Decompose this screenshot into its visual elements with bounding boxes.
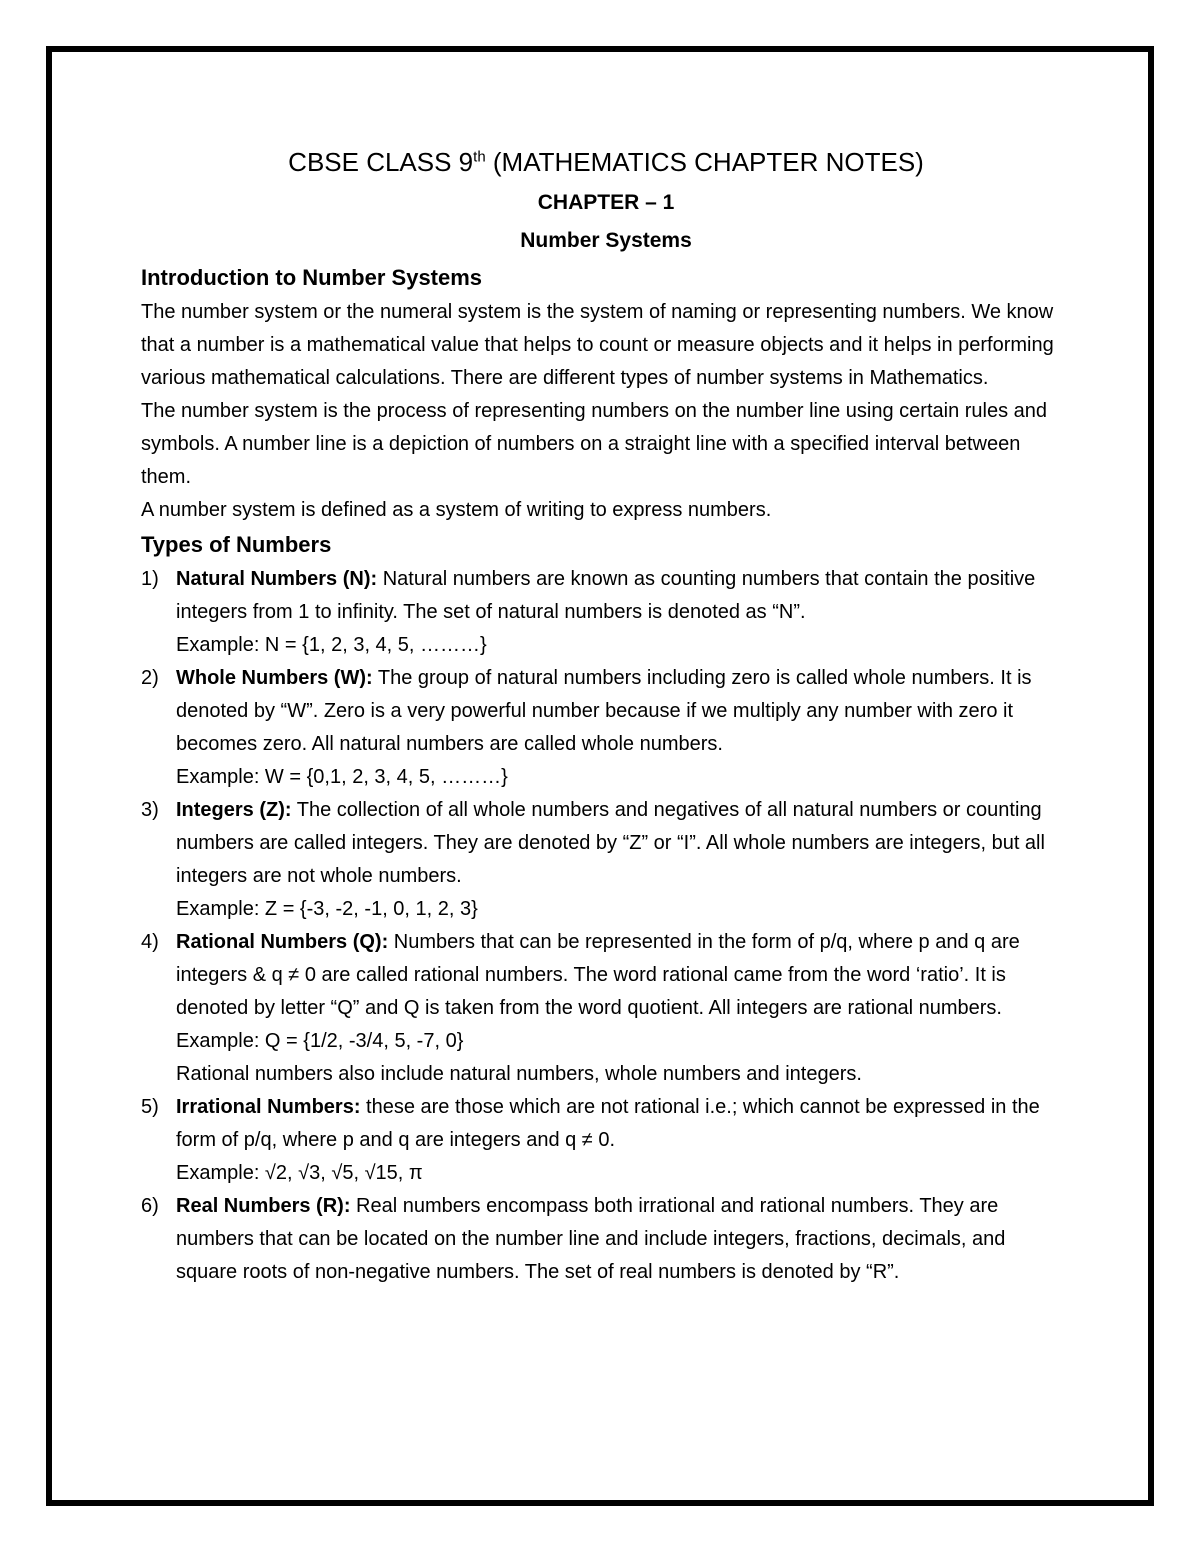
item-term: Integers (Z): xyxy=(176,799,292,821)
item-term: Real Numbers (R): xyxy=(176,1195,351,1217)
item-number: 4) xyxy=(141,931,159,953)
item-number: 2) xyxy=(141,667,159,689)
list-item xyxy=(141,662,1071,794)
chapter-label: CHAPTER – 1 xyxy=(537,191,675,214)
item-term: Natural Numbers (N): xyxy=(176,568,378,590)
item-term: Whole Numbers (W): xyxy=(176,667,373,689)
title-superscript: th xyxy=(473,148,486,166)
list-item xyxy=(141,563,1071,662)
item-example: Example: N = {1, 2, 3, 4, 5, ………} xyxy=(176,634,487,656)
item-example: Example: Z = {-3, -2, -1, 0, 1, 2, 3} xyxy=(176,898,478,920)
item-text: The collection of all whole numbers and negatives of all natural numbers or counting numbers are called integers. They are denoted by “Z” or “I”. All whole numbers are integers, but all integers are not whole numbers. xyxy=(176,799,1045,887)
item-term: Rational Numbers (Q): xyxy=(176,931,389,953)
list-item xyxy=(141,794,1071,926)
item-number: 1) xyxy=(141,568,159,590)
item-term: Irrational Numbers: xyxy=(176,1096,361,1118)
item-number: 6) xyxy=(141,1195,159,1217)
item-example: Example: Q = {1/2, -3/4, 5, -7, 0} xyxy=(176,1030,464,1052)
item-definition xyxy=(176,794,1071,893)
list-item xyxy=(141,1091,1071,1190)
item-extra-note: Rational numbers also include natural numbers, whole numbers and integers. xyxy=(176,1063,862,1085)
chapter-name: Number Systems xyxy=(520,229,692,252)
item-example: Example: √2, √3, √5, √15, π xyxy=(176,1162,423,1184)
document-title xyxy=(141,140,1071,184)
item-definition xyxy=(176,1091,1071,1157)
document-body xyxy=(141,140,1071,1289)
item-text: The group of natural numbers including zero is called whole numbers. It is denoted by “W”. Zero is a very powerful number because if we multiply any number with zero it becomes zero. All natural numbers are called whole numbers. xyxy=(176,667,1032,755)
item-definition xyxy=(176,926,1071,1025)
types-list xyxy=(141,563,1071,1289)
intro-paragraph: A number system is defined as a system of writing to express numbers. xyxy=(141,499,772,521)
list-item xyxy=(141,1190,1071,1289)
item-example: Example: W = {0,1, 2, 3, 4, 5, ………} xyxy=(176,766,508,788)
item-definition xyxy=(176,662,1071,761)
title-main: CBSE CLASS 9 xyxy=(288,147,474,177)
item-definition xyxy=(176,1190,1071,1289)
item-definition xyxy=(176,563,1071,629)
item-text: Natural numbers are known as counting numbers that contain the positive integers from 1 to infinity. The set of natural numbers is denoted as “N”. xyxy=(176,568,1036,623)
intro-heading: Introduction to Number Systems xyxy=(141,265,483,290)
item-text: these are those which are not rational i.e.; which cannot be expressed in the form of p/q, where p and q are integers and q ≠ 0. xyxy=(176,1096,1040,1151)
intro-paragraph: The number system or the numeral system is the system of naming or representing numbers. We know that a number is a mathematical value that helps to count or measure objects and it helps in performing various mathematical calculations. There are different types of number systems in Mathematics. xyxy=(141,301,1054,389)
intro-paragraph: The number system is the process of representing numbers on the number line using certain rules and symbols. A number line is a depiction of numbers on a straight line with a specified interval between them. xyxy=(141,400,1048,488)
types-heading: Types of Numbers xyxy=(141,532,332,557)
list-item xyxy=(141,926,1071,1091)
title-rest: (MATHEMATICS CHAPTER NOTES) xyxy=(485,147,924,177)
item-text: Real numbers encompass both irrational and rational numbers. They are numbers that can be located on the number line and include integers, fractions, decimals, and square roots of non-negative numbers. The set of real numbers is denoted by “R”. xyxy=(176,1195,1006,1283)
item-number: 3) xyxy=(141,799,159,821)
item-text: Numbers that can be represented in the form of p/q, where p and q are integers & q ≠ 0 are called rational numbers. The word rational came from the word ‘ratio’. It is denoted by letter “Q” and Q is taken from the word quotient. All integers are rational numbers. xyxy=(176,931,1020,1019)
item-number: 5) xyxy=(141,1096,159,1118)
